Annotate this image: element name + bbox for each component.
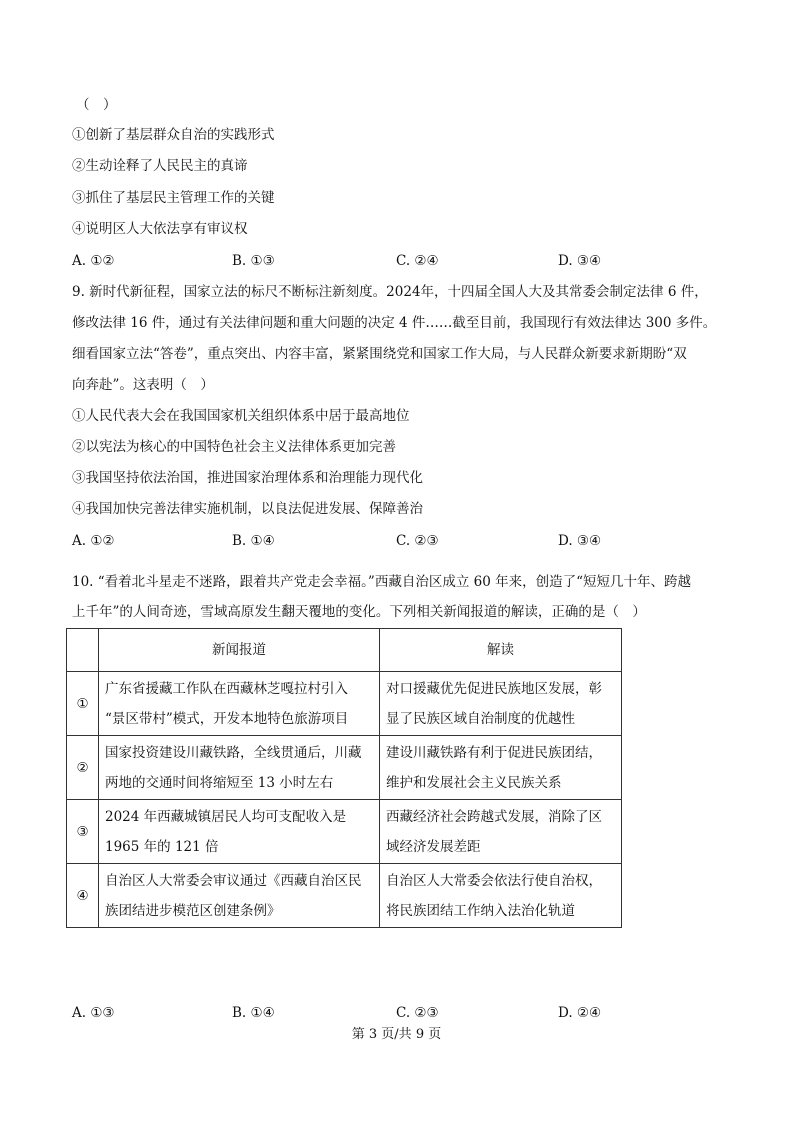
q8-options — [72, 251, 632, 271]
cell-line: 西藏经济社会跨越式发展，消除了区 — [386, 808, 602, 825]
q9-statement-3: ③我国坚持依法治国，推进国家治理体系和治理能力现代化 — [72, 470, 423, 486]
q9-option-d: D. ③④ — [558, 533, 602, 549]
news-cell — [99, 672, 380, 736]
q9-option-a: A. ①② — [72, 533, 115, 549]
page-footer: 第 3 页/共 9 页 — [351, 1027, 442, 1042]
cell-line: 维护和发展社会主义民族关系 — [386, 774, 562, 791]
q10-stem-line-1: 10. “看着北斗星走不迷路，跟着共产党走会幸福。”西藏自治区成立 60 年来，创造了“短短几十年、跨越 — [72, 574, 691, 590]
q9-statement-4: ④我国加快完善法律实施机制，以良法促进发展、保障善治 — [72, 501, 423, 517]
table-row — [67, 736, 622, 800]
q10-option-d: D. ②④ — [558, 1005, 602, 1021]
q9-stem-line-2: 修改法律 16 件，通过有关法律问题和重大问题的决定 4 件……截至目前，我国现行有效法律达 300 多件。 — [72, 315, 717, 331]
q10-stem-line-2: 上千年”的人间奇迹，雪域高原发生翻天覆地的变化。下列相关新闻报道的解读，正确的是（ ） — [72, 604, 646, 620]
reading-cell — [380, 864, 622, 928]
news-table — [66, 628, 622, 928]
cell-line: 族团结进步模范区创建条例》 — [105, 902, 281, 919]
cell-line: 自治区人大常委会审议通过《西藏自治区民 — [105, 872, 362, 889]
q8-statement-2: ②生动诠释了人民民主的真谛 — [72, 158, 248, 174]
q9-stem-line-4: 向奔赴”。这表明（ ） — [72, 377, 214, 393]
news-cell — [99, 864, 380, 928]
cell-line: “景区带村”模式，开发本地特色旅游项目 — [105, 710, 349, 727]
table-header-news: 新闻报道 — [99, 629, 380, 672]
news-cell — [99, 800, 380, 864]
q9-option-c: C. ②③ — [396, 533, 439, 549]
cell-line: 显了民族区域自治制度的优越性 — [386, 710, 575, 727]
q8-option-d: D. ③④ — [558, 253, 602, 269]
q9-statement-1: ①人民代表大会在我国国家机关组织体系中居于最高地位 — [72, 408, 410, 424]
q8-option-a: A. ①② — [72, 253, 115, 269]
table-header-reading: 解读 — [380, 629, 622, 672]
q9-stem-line-1: 9. 新时代新征程，国家立法的标尺不断标注新刻度。2024年，十四届全国人大及其常委会制定法律 6 件， — [72, 284, 708, 300]
row-number: ① — [67, 672, 99, 736]
q9-options — [72, 531, 632, 551]
q10-option-c: C. ②③ — [396, 1005, 439, 1021]
q8-statement-3: ③抓住了基层民主管理工作的关键 — [72, 190, 275, 206]
cell-line: 对口援藏优先促进民族地区发展，彰 — [386, 680, 602, 697]
cell-line: 自治区人大常委会依法行使自治权， — [386, 872, 602, 889]
q9-option-b: B. ①④ — [232, 533, 275, 549]
row-number: ③ — [67, 800, 99, 864]
q10-option-b: B. ①④ — [232, 1005, 275, 1021]
q10-option-a: A. ①③ — [72, 1005, 115, 1021]
table-header-row — [67, 629, 622, 672]
cell-line: 建设川藏铁路有利于促进民族团结， — [386, 744, 602, 761]
row-number: ④ — [67, 864, 99, 928]
q8-option-c: C. ②④ — [396, 253, 439, 269]
table-row — [67, 800, 622, 864]
table-row — [67, 864, 622, 928]
cell-line: 2024 年西藏城镇居民人均可支配收入是 — [105, 808, 347, 825]
cell-line: 两地的交通时间将缩短至 13 小时左右 — [105, 774, 334, 791]
q9-statement-2: ②以宪法为核心的中国特色社会主义法律体系更加完善 — [72, 439, 396, 455]
q10-options — [72, 1003, 632, 1023]
news-cell — [99, 736, 380, 800]
q8-statement-1: ①创新了基层群众自治的实践形式 — [72, 127, 275, 143]
reading-cell — [380, 672, 622, 736]
cell-line: 域经济发展差距 — [386, 838, 481, 855]
q8-option-b: B. ①③ — [232, 253, 275, 269]
q9-stem-line-3: 细看国家立法“答卷”，重点突出、内容丰富，紧紧围绕党和国家工作大局，与人民群众新要求新期盼“双 — [72, 346, 687, 362]
cell-line: 将民族团结工作纳入法治化轨道 — [386, 902, 575, 919]
q8-statement-4: ④说明区人大依法享有审议权 — [72, 221, 248, 237]
reading-cell — [380, 736, 622, 800]
table-row — [67, 672, 622, 736]
cell-line: 国家投资建设川藏铁路，全线贯通后，川藏 — [105, 744, 362, 761]
cell-line: 广东省援藏工作队在西藏林芝嘎拉村引入 — [105, 680, 348, 697]
cell-line: 1965 年的 121 倍 — [105, 838, 219, 855]
reading-cell — [380, 800, 622, 864]
row-number: ② — [67, 736, 99, 800]
table-header-num — [67, 629, 99, 672]
q8-paren: （ ） — [76, 97, 117, 113]
